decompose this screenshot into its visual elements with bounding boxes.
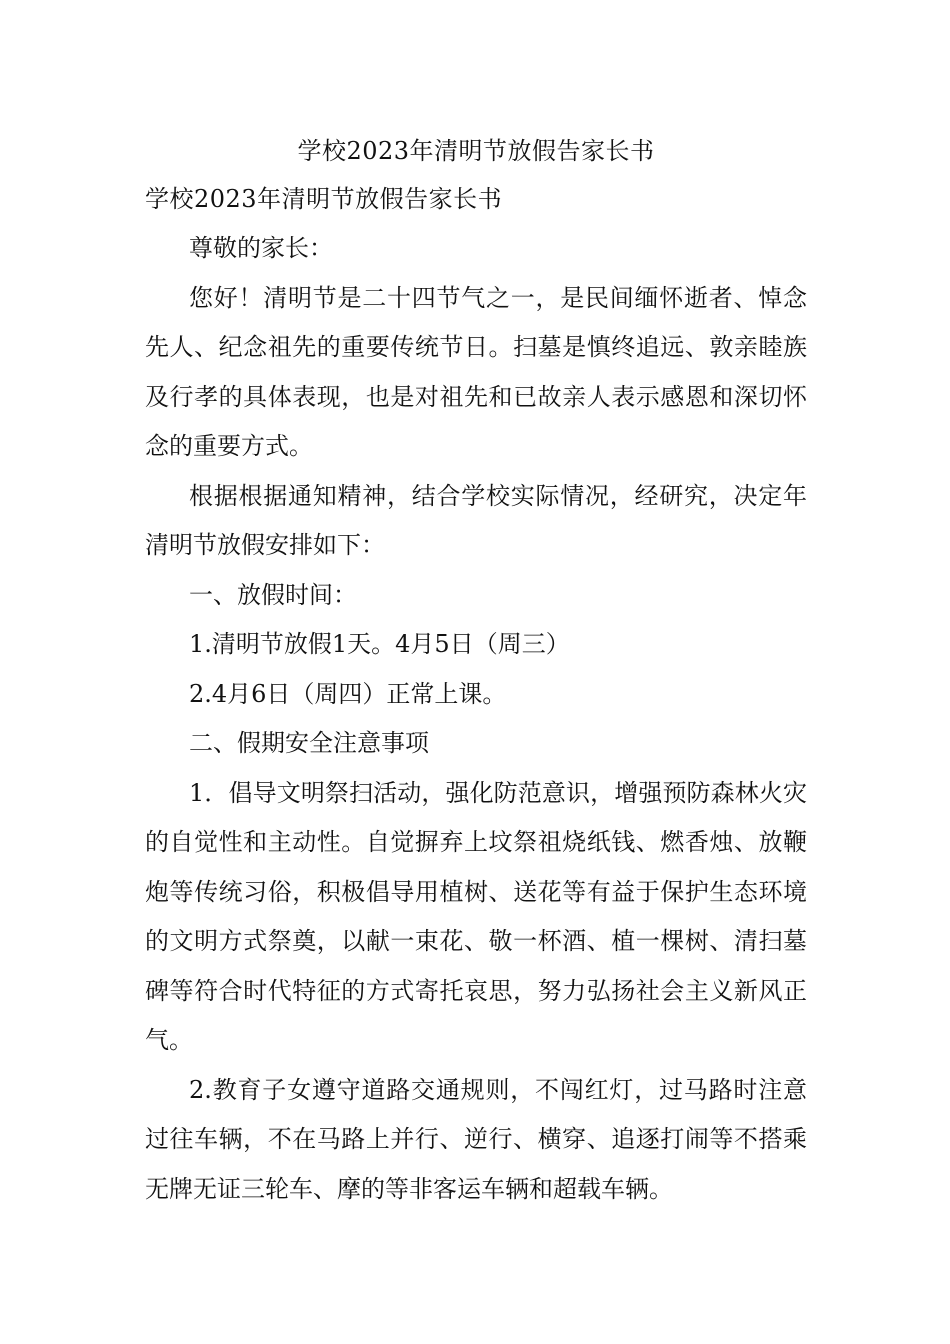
holiday-item-1: 1.清明节放假1天。4月5日（周三） <box>189 630 570 658</box>
document-title: 学校2023年清明节放假告家长书 <box>297 137 655 165</box>
decision-paragraph: 根据根据通知精神，结合学校实际情况，经研究，决定年清明节放假安排如下： <box>145 481 807 559</box>
document-body <box>145 128 807 1214</box>
section-heading-holiday-time: 一、放假时间： <box>189 580 357 609</box>
safety-item-2: 2.教育子女遵守道路交通规则，不闯红灯，过马路时注意过往车辆，不在马路上并行、逆行、横穿、追逐打闹等不搭乘无牌无证三轮车、摩的等非客运车辆和超载车辆。 <box>145 1075 807 1203</box>
section-heading-safety: 二、假期安全注意事项 <box>189 729 429 757</box>
safety-item-1: 1．倡导文明祭扫活动，强化防范意识，增强预防森林火灾的自觉性和主动性。自觉摒弃上坟祭祖烧纸钱、燃香烛、放鞭炮等传统习俗，积极倡导用植树、送花等有益于保护生态环境的文明方式祭奠，以献一束花、敬一杯酒、植一棵树、清扫墓碑等符合时代特征的方式寄托哀思，努力弘扬社会主义新风正气。 <box>145 778 807 1054</box>
holiday-item-2: 2.4月6日（周四）正常上课。 <box>189 679 507 708</box>
document-subtitle: 学校2023年清明节放假告家长书 <box>145 185 503 213</box>
salutation: 尊敬的家长： <box>189 234 333 262</box>
intro-paragraph: 您好！清明节是二十四节气之一，是民间缅怀逝者、悼念先人、纪念祖先的重要传统节日。扫墓是慎终追远、敦亲睦族及行孝的具体表现，也是对祖先和已故亲人表示感恩和深切怀念的重要方式。 <box>145 283 807 460</box>
